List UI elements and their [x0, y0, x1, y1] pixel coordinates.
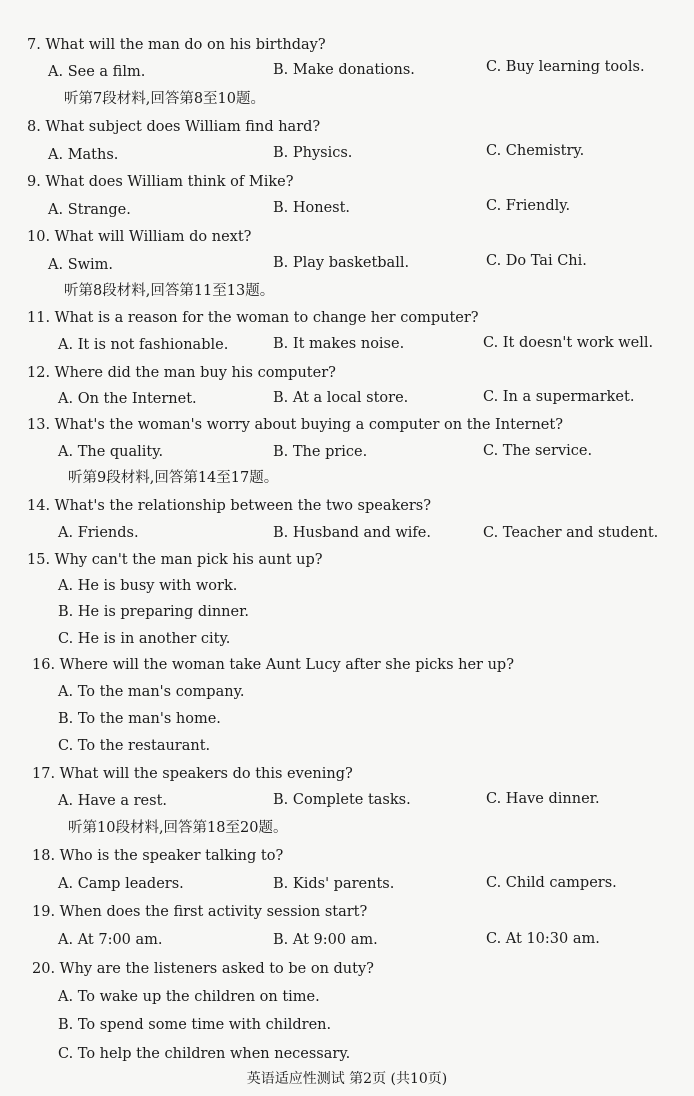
question-19: 19. When does the first activity session start? — [32, 904, 368, 920]
option-9a: A. Strange. — [48, 202, 131, 218]
option-17c: C. Have dinner. — [486, 791, 600, 807]
option-13b: B. The price. — [273, 444, 368, 460]
option-10a: A. Swim. — [48, 257, 114, 273]
question-10: 10. What will William do next? — [27, 229, 252, 245]
option-18c: C. Child campers. — [486, 875, 617, 891]
option-16a: A. To the man's company. — [58, 684, 245, 700]
option-15c: C. He is in another city. — [58, 631, 231, 647]
option-10c: C. Do Tai Chi. — [486, 253, 587, 269]
option-20b: B. To spend some time with children. — [58, 1017, 332, 1033]
option-20a: A. To wake up the children on time. — [58, 989, 320, 1005]
question-18: 18. Who is the speaker talking to? — [32, 848, 284, 864]
question-11: 11. What is a reason for the woman to change her computer? — [27, 310, 479, 326]
option-7c: C. Buy learning tools. — [486, 59, 645, 75]
option-14c: C. Teacher and student. — [483, 525, 659, 541]
section-heading-7: 听第7段材料,回答第8至10题。 — [64, 91, 266, 107]
option-13a: A. The quality. — [58, 444, 164, 460]
option-11b: B. It makes noise. — [273, 336, 405, 352]
question-17: 17. What will the speakers do this evening? — [32, 766, 353, 782]
section-heading-8: 听第8段材料,回答第11至13题。 — [64, 283, 275, 299]
section-heading-10: 听第10段材料,回答第18至20题。 — [68, 820, 288, 836]
page-footer: 英语适应性测试 第2页 (共10页) — [246, 1071, 448, 1087]
option-19b: B. At 9:00 am. — [273, 932, 378, 948]
question-14: 14. What's the relationship between the two speakers? — [27, 498, 432, 514]
option-8a: A. Maths. — [48, 147, 119, 163]
option-9b: B. Honest. — [273, 200, 351, 216]
question-12: 12. Where did the man buy his computer? — [27, 365, 336, 381]
option-18b: B. Kids' parents. — [273, 876, 395, 892]
option-9c: C. Friendly. — [486, 198, 571, 214]
question-16: 16. Where will the woman take Aunt Lucy after she picks her up? — [32, 657, 514, 673]
question-8: 8. What subject does William find hard? — [27, 119, 321, 135]
option-19a: A. At 7:00 am. — [58, 932, 163, 948]
question-9: 9. What does William think of Mike? — [27, 174, 294, 190]
question-7: 7. What will the man do on his birthday? — [27, 37, 326, 53]
option-13c: C. The service. — [483, 443, 593, 459]
option-19c: C. At 10:30 am. — [486, 931, 600, 947]
option-17a: A. Have a rest. — [58, 793, 168, 809]
question-13: 13. What's the woman's worry about buying a computer on the Internet? — [27, 417, 563, 433]
option-16c: C. To the restaurant. — [58, 738, 211, 754]
option-11a: A. It is not fashionable. — [58, 337, 229, 353]
option-18a: A. Camp leaders. — [58, 876, 184, 892]
section-heading-9: 听第9段材料,回答第14至17题。 — [68, 470, 279, 486]
option-16b: B. To the man's home. — [58, 711, 221, 727]
option-7b: B. Make donations. — [273, 62, 415, 78]
option-14a: A. Friends. — [58, 525, 139, 541]
option-12a: A. On the Internet. — [58, 391, 197, 407]
option-15a: A. He is busy with work. — [58, 578, 238, 594]
option-8c: C. Chemistry. — [486, 143, 585, 159]
question-15: 15. Why can't the man pick his aunt up? — [27, 552, 323, 568]
option-12c: C. In a supermarket. — [483, 389, 635, 405]
option-12b: B. At a local store. — [273, 390, 409, 406]
option-17b: B. Complete tasks. — [273, 792, 411, 808]
question-20: 20. Why are the listeners asked to be on duty? — [32, 961, 374, 977]
option-14b: B. Husband and wife. — [273, 525, 431, 541]
option-11c: C. It doesn't work well. — [483, 335, 654, 351]
option-8b: B. Physics. — [273, 145, 353, 161]
option-10b: B. Play basketball. — [273, 255, 410, 271]
option-15b: B. He is preparing dinner. — [58, 604, 250, 620]
option-7a: A. See a film. — [48, 64, 146, 80]
option-20c: C. To help the children when necessary. — [58, 1046, 351, 1062]
